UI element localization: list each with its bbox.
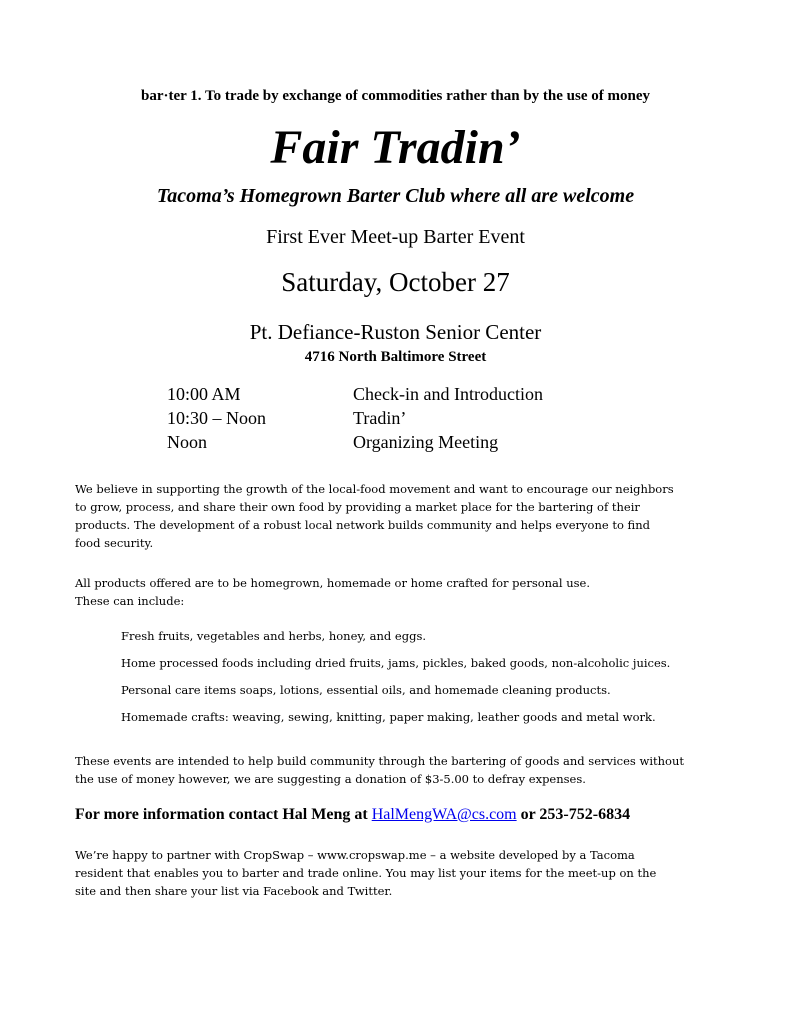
schedule-time: Noon	[167, 432, 207, 452]
intro-paragraph	[75, 480, 725, 552]
intro-line: food security.	[75, 536, 154, 550]
schedule-activity: Organizing Meeting	[353, 432, 499, 452]
partner-line: resident that enables you to barter and trade online. You may list your items for the meet-up on the	[75, 866, 657, 880]
page-title: Fair Tradin’	[270, 121, 521, 174]
list-item: Fresh fruits, vegetables and herbs, honey, and eggs.	[121, 629, 427, 643]
list-item: Personal care items soaps, lotions, essential oils, and homemade cleaning products.	[121, 683, 611, 697]
event-name: First Ever Meet-up Barter Event	[266, 226, 525, 248]
definition-line: bar·ter 1. To trade by exchange of commodities rather than by the use of money	[141, 88, 650, 104]
products-paragraph	[75, 574, 725, 610]
contact-phone: or 253-752-6834	[516, 806, 631, 823]
schedule-time: 10:30 – Noon	[167, 408, 266, 428]
contact-email-link[interactable]: HalMengWA@cs.com	[371, 806, 517, 823]
partner-line: site and then share your list via Facebook and Twitter.	[75, 884, 393, 898]
events-note-line: These events are intended to help build community through the bartering of goods and services without	[75, 754, 684, 768]
contact-prefix: For more information contact Hal Meng at	[75, 806, 372, 823]
venue-name: Pt. Defiance-Ruston Senior Center	[249, 320, 542, 344]
schedule-activity: Check-in and Introduction	[353, 384, 543, 404]
event-date: Saturday, October 27	[281, 267, 510, 297]
events-note-line: the use of money however, we are suggesting a donation of $3-5.00 to defray expenses.	[75, 772, 586, 786]
partner-paragraph	[75, 846, 715, 900]
products-line: All products offered are to be homegrown, homemade or home crafted for personal use.	[75, 576, 591, 590]
partner-line: We’re happy to partner with CropSwap – www.cropswap.me – a website developed by a Tacoma	[75, 848, 635, 862]
schedule-row	[167, 432, 587, 456]
venue-address: 4716 North Baltimore Street	[304, 349, 487, 365]
product-list	[121, 627, 741, 735]
schedule-activity: Tradin’	[353, 408, 407, 428]
intro-line: products. The development of a robust local network builds community and helps everyone to find	[75, 518, 650, 532]
intro-line: to grow, process, and share their own food by providing a market place for the bartering of their	[75, 500, 640, 514]
events-note-paragraph	[75, 752, 735, 788]
schedule-row	[167, 384, 587, 408]
schedule-time: 10:00 AM	[167, 384, 241, 404]
contact-line	[75, 806, 630, 824]
list-item: Homemade crafts: weaving, sewing, knitting, paper making, leather goods and metal work.	[121, 710, 656, 724]
products-line: These can include:	[75, 594, 185, 608]
schedule-row	[167, 408, 587, 432]
list-item: Home processed foods including dried fruits, jams, pickles, baked goods, non-alcoholic juices.	[121, 656, 671, 670]
schedule-table	[167, 384, 587, 456]
subtitle: Tacoma’s Homegrown Barter Club where all are welcome	[156, 185, 635, 207]
intro-line: We believe in supporting the growth of the local-food movement and want to encourage our neighbors	[75, 482, 674, 496]
